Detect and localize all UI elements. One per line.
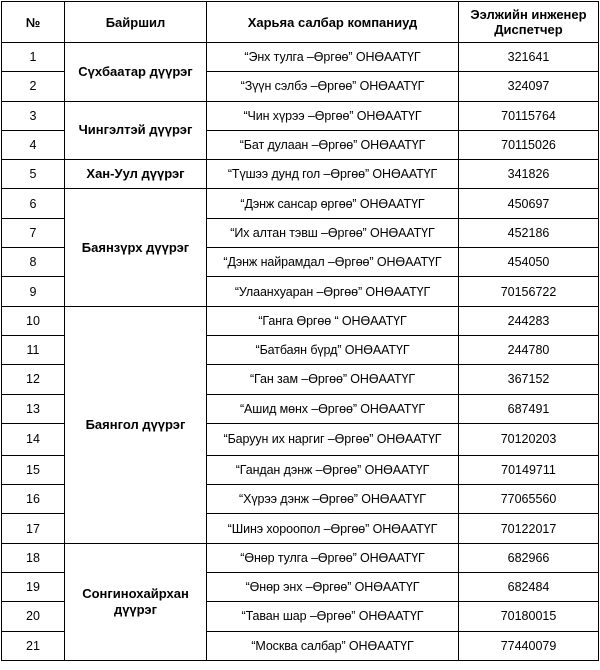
dispatcher-table — [1, 1, 599, 661]
company-cell: “Дэнж сансар өргөө” ОНӨААТҮГ — [207, 189, 459, 218]
row-num: 15 — [2, 455, 65, 484]
row-num: 6 — [2, 189, 65, 218]
table-row — [2, 189, 599, 218]
row-num: 2 — [2, 72, 65, 101]
phone-cell: 70115764 — [459, 101, 599, 130]
row-num: 1 — [2, 43, 65, 72]
row-num: 3 — [2, 101, 65, 130]
phone-cell: 452186 — [459, 218, 599, 247]
phone-cell: 367152 — [459, 365, 599, 394]
phone-cell: 70122017 — [459, 514, 599, 543]
company-cell: “Гандан дэнж –Өргөө” ОНӨААТҮГ — [207, 455, 459, 484]
company-cell: “Таван шар –Өргөө” ОНӨААТҮГ — [207, 602, 459, 631]
phone-cell: 244780 — [459, 335, 599, 364]
table-row — [2, 101, 599, 130]
company-cell: “Өнөр тулга –Өргөө” ОНӨААТҮГ — [207, 543, 459, 572]
row-num: 16 — [2, 485, 65, 514]
company-cell: “Батбаян бүрд” ОНӨААТҮГ — [207, 335, 459, 364]
row-num: 11 — [2, 335, 65, 364]
company-cell: “Зүүн сэлбэ –Өргөө” ОНӨААТҮГ — [207, 72, 459, 101]
row-num: 19 — [2, 573, 65, 602]
phone-cell: 70120203 — [459, 423, 599, 455]
phone-cell: 450697 — [459, 189, 599, 218]
table-row — [2, 43, 599, 72]
row-num: 9 — [2, 277, 65, 306]
row-num: 18 — [2, 543, 65, 572]
phone-cell: 70149711 — [459, 455, 599, 484]
company-cell: “Баруун их наргиг –Өргөө” ОНӨААТҮГ — [207, 423, 459, 455]
company-cell: “Их алтан тэвш –Өргөө” ОНӨААТҮГ — [207, 218, 459, 247]
phone-cell: 70115026 — [459, 130, 599, 159]
phone-cell: 70156722 — [459, 277, 599, 306]
row-num: 20 — [2, 602, 65, 631]
company-cell: “Энх тулга –Өргөө” ОНӨААТҮГ — [207, 43, 459, 72]
header-company: Харьяа салбар компаниуд — [207, 2, 459, 43]
phone-cell: 682484 — [459, 573, 599, 602]
company-cell: “Өнөр энх –Өргөө” ОНӨААТҮГ — [207, 573, 459, 602]
row-num: 14 — [2, 423, 65, 455]
table-header-row — [2, 2, 599, 43]
phone-cell: 682966 — [459, 543, 599, 572]
table-row — [2, 543, 599, 572]
phone-cell: 324097 — [459, 72, 599, 101]
row-num: 21 — [2, 631, 65, 660]
company-cell: “Улаанхуаран –Өргөө” ОНӨААТҮГ — [207, 277, 459, 306]
phone-cell: 321641 — [459, 43, 599, 72]
company-cell: “Чин хүрээ –Өргөө” ОНӨААТҮГ — [207, 101, 459, 130]
company-cell: “Шинэ хороопол –Өргөө” ОНӨААТҮГ — [207, 514, 459, 543]
company-cell: “Ган зам –Өргөө” ОНӨААТҮГ — [207, 365, 459, 394]
phone-cell: 341826 — [459, 160, 599, 189]
row-num: 17 — [2, 514, 65, 543]
row-num: 8 — [2, 248, 65, 277]
row-num: 4 — [2, 130, 65, 159]
header-dispatcher: Ээлжийн инженер Диспетчер — [459, 2, 599, 43]
row-num: 7 — [2, 218, 65, 247]
company-cell: “Ганга Өргөө “ ОНӨААТҮГ — [207, 306, 459, 335]
header-num: № — [2, 2, 65, 43]
phone-cell: 77440079 — [459, 631, 599, 660]
row-num: 12 — [2, 365, 65, 394]
phone-cell: 70180015 — [459, 602, 599, 631]
company-cell: “Хүрээ дэнж –Өргөө” ОНӨААТҮГ — [207, 485, 459, 514]
company-cell: “Түшээ дунд гол –Өргөө” ОНӨААТҮГ — [207, 160, 459, 189]
header-location: Байршил — [65, 2, 207, 43]
phone-cell: 454050 — [459, 248, 599, 277]
row-num: 5 — [2, 160, 65, 189]
company-cell: “Ашид мөнх –Өргөө” ОНӨААТҮГ — [207, 394, 459, 423]
company-cell: “Дэнж найрамдал –Өргөө” ОНӨААТҮГ — [207, 248, 459, 277]
company-cell: “Москва салбар” ОНӨААТҮГ — [207, 631, 459, 660]
district-cell: Сүхбаатар дүүрэг — [65, 43, 207, 102]
table-row — [2, 160, 599, 189]
phone-cell: 77065560 — [459, 485, 599, 514]
district-cell: Баянгол дүүрэг — [65, 306, 207, 543]
district-cell: Чингэлтэй дүүрэг — [65, 101, 207, 160]
district-cell: Хан-Уул дүүрэг — [65, 160, 207, 189]
row-num: 10 — [2, 306, 65, 335]
phone-cell: 244283 — [459, 306, 599, 335]
table-row — [2, 306, 599, 335]
phone-cell: 687491 — [459, 394, 599, 423]
row-num: 13 — [2, 394, 65, 423]
district-cell: Сонгинохайрхан дүүрэг — [65, 543, 207, 660]
company-cell: “Бат дулаан –Өргөө” ОНӨААТҮГ — [207, 130, 459, 159]
district-cell: Баянзүрх дүүрэг — [65, 189, 207, 306]
